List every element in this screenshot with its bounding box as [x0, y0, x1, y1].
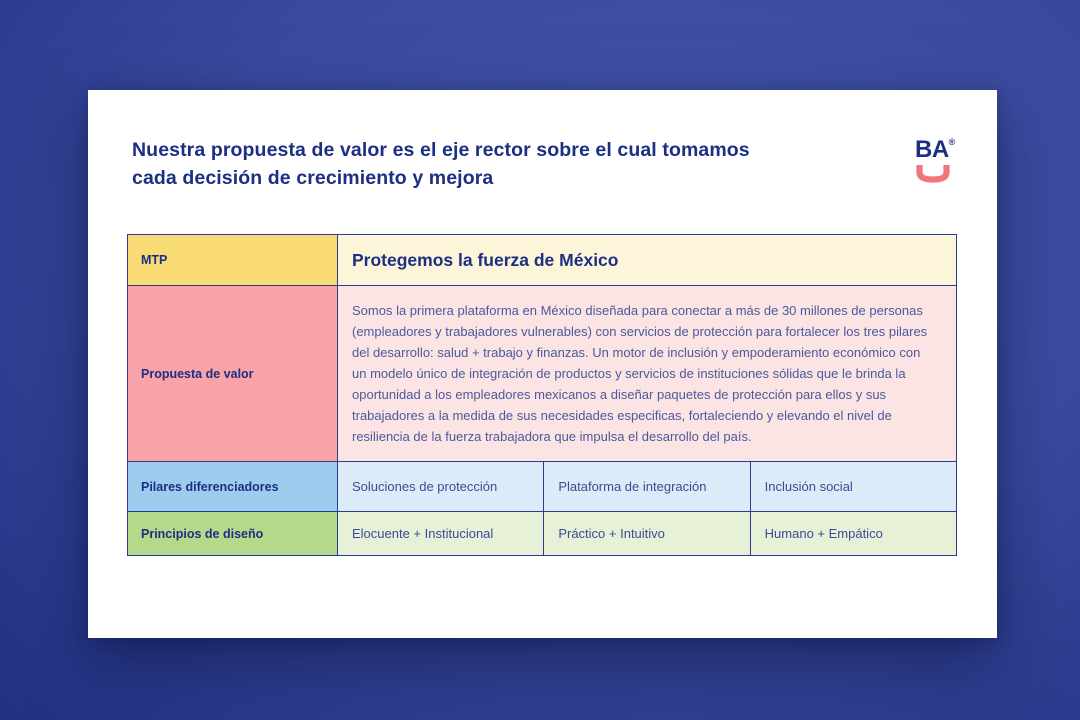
principle-cell-human: [751, 512, 957, 556]
bam-logo-text: BA: [915, 136, 949, 163]
row-value-proposition-content: Somos la primera plataforma en México diseñada para conectar a más de 30 millones de personas (empleadores y trabajadores vulnerables) con servicios de protección para fortalecer los tres pilares del desarrollo: salud + trabajo y finanzas. Un motor de inclusión y empoderamiento económico con un modelo único de integración de productos y servicios de instituciones sólidas que le brinda la oportunidad a los empleadores mexicanos a diseñar paquetes de protección para ellos y sus trabajadores a la medida de sus necesidades especificas, fortaleciendo y elevando el nivel de resiliencia de la fuerza trabajadora que impulsa el desarrollo del país.: [352, 303, 928, 444]
row-mtp-label: MTP: [141, 253, 168, 267]
row-value-proposition-label-cell: [128, 286, 338, 462]
row-mtp-label-cell: [128, 235, 338, 286]
row-mtp-content-cell: [338, 235, 957, 286]
row-design-principles-label-cell: [128, 512, 338, 556]
row-mtp-content: Protegemos la fuerza de México: [352, 249, 619, 270]
slide-title-line1: Nuestra propuesta de valor es el eje rector sobre el cual tomamos: [132, 139, 750, 161]
pillar-integration-text: Plataforma de integración: [558, 479, 707, 494]
row-value-proposition-label: Propuesta de valor: [141, 366, 254, 381]
principle-human-text: Humano + Empático: [764, 526, 883, 541]
principle-cell-eloquent: [338, 512, 544, 556]
row-value-proposition-content-cell: [338, 286, 957, 462]
pillar-protection-text: Soluciones de protección: [352, 479, 498, 494]
pillar-inclusion-text: Inclusión social: [764, 479, 853, 494]
row-pillars-label-cell: [128, 462, 338, 512]
pillar-cell-protection: [338, 462, 544, 512]
slide-card: [88, 90, 997, 638]
principle-practical-text: Práctico + Intuitivo: [558, 526, 665, 541]
pillar-cell-inclusion: [751, 462, 957, 512]
registered-trademark-icon: ®: [948, 137, 956, 147]
principle-cell-practical: [544, 512, 750, 556]
row-design-principles-label: Principios de diseño: [141, 526, 264, 541]
slide-title-line2: cada decisión de crecimiento y mejora: [132, 167, 494, 189]
pillar-cell-integration: [544, 462, 750, 512]
bam-logo-m-smile-icon: [916, 164, 950, 183]
row-pillars-label: Pilares diferenciadores: [141, 479, 279, 494]
value-proposition-table: [127, 234, 957, 556]
bam-logo: [915, 136, 961, 183]
principle-eloquent-text: Elocuente + Institucional: [352, 526, 494, 541]
slide-title: [132, 136, 852, 192]
